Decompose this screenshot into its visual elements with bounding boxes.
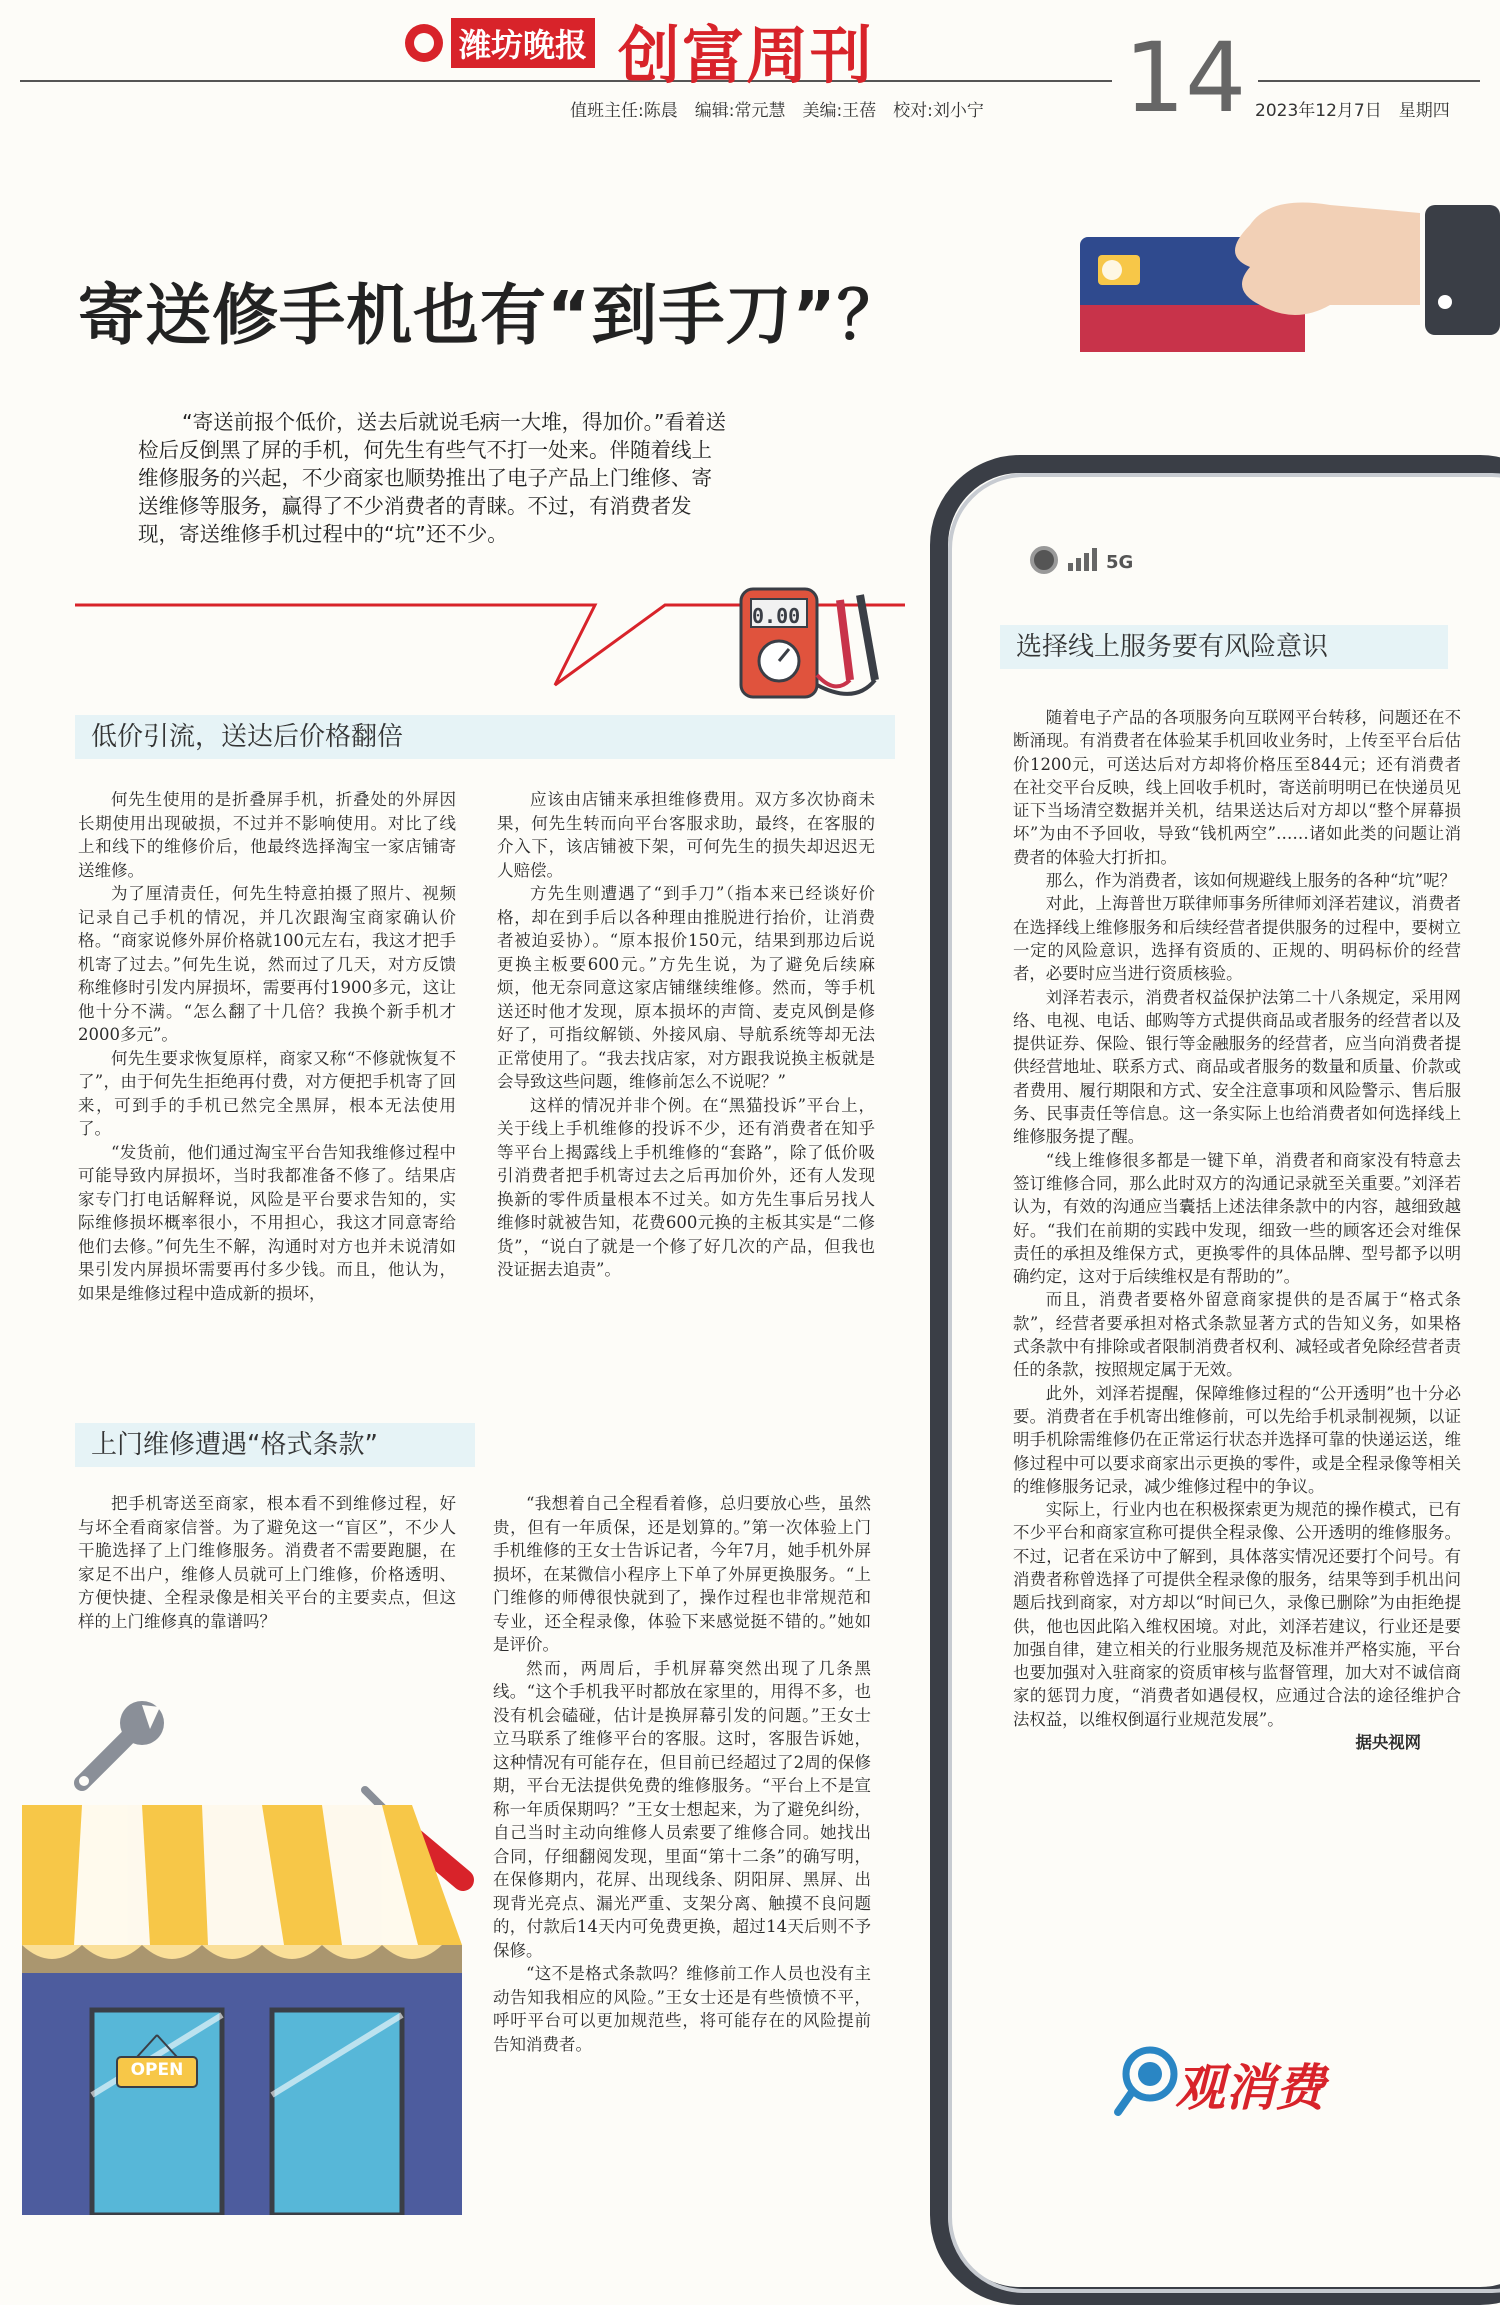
section-low-price-col1 bbox=[78, 788, 456, 1305]
paragraph: 然而，两周后，手机屏幕突然出现了几条黑线。“这个手机我平时都放在家里的，用得不多，也没有机会磕碰，估计是换屏幕引发的问题。”王女士立马联系了维修平台的客服。这时，客服告诉她，这种情况有可能存在，但目前已经超过了2周的保修期，平台无法提供免费的维修服务。“平台上不是宣称一年质保期吗？”王女士想起来，为了避免纠纷，自己当时主动向维修人员索要了维修合同。她找出合同，仔细翻阅发现，里面“第十二条”的确写明，在保修期内，花屏、出现线条、阴阳屏、黑屏、出现背光亮点、漏光严重、支架分离、触摸不良问题的，付款后14天内可免费更换，超过14天后则不予保修。 bbox=[493, 1658, 871, 1960]
section-risk-awareness-col bbox=[1013, 706, 1461, 1754]
credit-card-hand-icon bbox=[1080, 185, 1500, 355]
paragraph: 对此，上海普世万联律师事务所律师刘泽若建议，消费者在选择线上维修服务和后续经营者提供服务的过程中，要树立一定的风险意识，选择有资质的、正规的、明码标价的经营者，必要时应当进行资质核验。 bbox=[1013, 894, 1461, 984]
paper-logo-icon bbox=[405, 24, 443, 62]
paragraph: “线上维修很多都是一键下单，消费者和商家没有特意去签订维修合同，那么此时双方的沟通记录就至关重要。”刘泽若认为，有效的沟通应当囊括上述法律条款中的内容，越细致越好。“我们在前期的实践中发现，细致一些的顾客还会对维保责任的承担及维保方式，更换零件的具体品牌、型号都予以明确约定，这对于后续维权是有帮助的”。 bbox=[1013, 1150, 1461, 1287]
paragraph: 何先生要求恢复原样，商家又称“不修就恢复不了”，由于何先生拒绝再付费，对方便把手机寄了回来，可到手的手机已然完全黑屏，根本无法使用了。 bbox=[78, 1048, 456, 1138]
paragraph: 这样的情况并非个例。在“黑猫投诉”平台上，关于线上手机维修的投诉不少，还有消费者在知乎等平台上揭露线上手机维修的“套路”，除了低价吸引消费者把手机寄过去之后再加价外，还有人发现换新的零件质量根本不过关。如方先生事后另找人维修时就被告知，花费600元换的主板其实是“二修货”，“说白了就是一个修了好几次的产品，但我也没证据去追责”。 bbox=[497, 1095, 875, 1279]
section-door-repair-col1 bbox=[78, 1492, 456, 1633]
paragraph: 实际上，行业内也在积极探索更为规范的操作模式，已有不少平台和商家宣称可提供全程录像、公开透明的维修服务。不过，记者在采访中了解到，具体落实情况还要打个问号。有消费者称曾选择了可提供全程录像的服务，结果等到手机出问题后找到商家，对方却以“时间已久，录像已删除”为由拒绝提供，他也因此陷入维权困境。对此，刘泽若建议，行业还是要加强自律，建立相关的行业服务规范及标准并严格实施，平台也要加强对入驻商家的资质审核与监督管理，加大对不诚信商家的惩罚力度，“消费者如遇侵权，应通过合法的途径维护合法权益，以维权倒逼行业规范发展”。 bbox=[1013, 1500, 1461, 1729]
shop-icon bbox=[22, 1795, 482, 2215]
section-low-price-col2 bbox=[497, 788, 875, 1282]
camera-icon bbox=[1030, 546, 1058, 574]
paragraph: 何先生使用的是折叠屏手机，折叠处的外屏因长期使用出现破损，不过并不影响使用。对比了线上和线下的维修价后，他最终选择淘宝一家店铺寄送维修。 bbox=[78, 790, 456, 880]
issue-date: 2023年12月7日 星期四 bbox=[1255, 101, 1450, 121]
supplement-name: 创富周刊 bbox=[618, 19, 875, 92]
signal-icon bbox=[1068, 548, 1097, 571]
source-credit-text: 据央视网 bbox=[1355, 1733, 1421, 1753]
section-risk-awareness: 选择线上服务要有风险意识 bbox=[1000, 625, 1448, 669]
paragraph: 此外，刘泽若提醒，保障维修过程的“公开透明”也十分必要。消费者在手机寄出维修前，可以先给手机录制视频，以证明手机除需维修仍在正常运行状态并选择可靠的快递运送，维修过程中可以要求商家出示更换的零件，或是全程录像等相关的维修服务记录，减少维修过程中的争议。 bbox=[1013, 1383, 1461, 1496]
paragraph: “这不是格式条款吗？维修前工作人员也没有主动告知我相应的风险。”王女士还是有些愤愤不平，呼吁平台可以更加规范些，将可能存在的风险提前告知消费者。 bbox=[493, 1964, 871, 2054]
paragraph: “发货前，他们通过淘宝平台告知我维修过程中可能导致内屏损坏，当时我都准备不修了。结果店家专门打电话解释说，风险是平台要求告知的，实际维修损坏概率很小，不用担心，我这才同意寄给他们去修。”何先生不解，沟通时对方也并未说清如果引发内屏损坏需要再付多少钱。而且，他认为，如果是维修过程中造成新的损坏， bbox=[78, 1142, 456, 1303]
section-low-price: 低价引流，送达后价格翻倍 bbox=[75, 715, 895, 759]
paragraph: 应该由店铺来承担维修费用。双方多次协商未果，何先生转而向平台客服求助，最终，在客服的介入下，该店铺被下架，可何先生的损失却迟迟无人赔偿。 bbox=[497, 790, 875, 880]
paper-name: 潍坊晚报 bbox=[451, 18, 595, 68]
network-label: 5G bbox=[1106, 552, 1134, 573]
paragraph: 刘泽若表示，消费者权益保护法第二十八条规定，采用网络、电视、电话、邮购等方式提供商品或者服务的经营者以及提供证券、保险、银行等金融服务的经营者，应当向消费者提供经营地址、联系方式、商品或者服务的数量和质量、价款或者费用、履行期限和方式、安全注意事项和风险警示、售后服务、民事责任等信息。这一条实际上也给消费者如何选择线上维修服务提了醒。 bbox=[1013, 987, 1461, 1147]
shop-open-sign: OPEN bbox=[130, 2060, 184, 2080]
wrench-icon bbox=[70, 1695, 180, 1795]
paragraph: 随着电子产品的各项服务向互联网平台转移，问题还在不断涌现。有消费者在体验某手机回收业务时，上传至平台后估价1200元，可送达后对方却将价格压至844元；还有消费者在社交平台反映，线上回收手机时，寄送前明明已在快递员见证下当场清空数据并关机，结果送达后对方却以“整个屏幕损坏”为由不予回收，导致“钱机两空”……诸如此类的问题让消费者的体验大打折扣。 bbox=[1013, 708, 1461, 867]
paper-logo bbox=[405, 18, 595, 68]
source-credit bbox=[1013, 1731, 1461, 1754]
paragraph: 把手机寄送至商家，根本看不到维修过程，好与坏全看商家信誉。为了避免这一“盲区”，不少人干脆选择了上门维修服务。消费者不需要跑腿，在家足不出户，维修人员就可上门维修，价格透明、方便快捷、全程录像是相关平台的主要卖点，但这样的上门维修真的靠谱吗？ bbox=[78, 1494, 456, 1631]
section-door-repair-col2 bbox=[493, 1492, 871, 2056]
staff-line: 值班主任:陈晨 编辑:常元慧 美编:王蓓 校对:刘小宁 bbox=[570, 101, 984, 121]
multimeter-icon bbox=[735, 585, 905, 705]
page-number: 14 bbox=[1112, 30, 1258, 126]
paragraph: 为了厘清责任，何先生特意拍摄了照片、视频记录自己手机的情况，并几次跟淘宝商家确认价格。“商家说修外屏价格就100元左右，我这才把手机寄了过去。”何先生说，然而过了几天，对方反馈称维修时引发内屏损坏，需要再付1900多元，这让他十分不满。“怎么翻了十几倍？我换个新手机才2000多元”。 bbox=[78, 884, 456, 1044]
paragraph: 那么，作为消费者，该如何规避线上服务的各种“坑”呢？ bbox=[1045, 871, 1456, 891]
column-brand: 观消费 bbox=[1175, 2059, 1325, 2117]
article-lead: “寄送前报个低价，送去后就说毛病一大堆，得加价。”看着送检后反倒黑了屏的手机，何先生有些气不打一处来。伴随着线上维修服务的兴起，不少商家也顺势推出了电子产品上门维修、寄送维修等服务，赢得了不少消费者的青睐。不过，有消费者发现，寄送维修手机过程中的“坑”还不少。 bbox=[138, 410, 726, 546]
paragraph: “我想着自己全程看着修，总归要放心些，虽然贵，但有一年质保，还是划算的。”第一次体验上门手机维修的王女士告诉记者，今年7月，她手机外屏损坏，在某微信小程序上下单了外屏更换服务。“上门维修的师傅很快就到了，操作过程也非常规范和专业，还全程录像，体验下来感觉挺不错的。”她如是评价。 bbox=[493, 1494, 871, 1654]
paragraph: 而且，消费者要格外留意商家提供的是否属于“格式条款”，经营者要承担对格式条款显著方式的告知义务，如果格式条款中有排除或者限制消费者权利、减轻或者免除经营者责任的条款，按照规定属于无效。 bbox=[1013, 1290, 1461, 1380]
article-headline: 寄送修手机也有“到手刀”？ bbox=[78, 277, 904, 354]
paragraph: 方先生则遭遇了“到手刀”（指本来已经谈好价格，却在到手后以各种理由推脱进行抬价，让消费者被迫妥协）。“原本报价150元，结果到那边后说更换主板要600元。”方先生说，为了避免后续麻烦，他无奈同意这家店铺继续维修。然而，等手机送还时他才发现，原本损坏的声筒、麦克风倒是修好了，可指纹解锁、外接风扇、导航系统等却无法正常使用了。“我去找店家，对方跟我说换主板就是会导致这些问题，维修前怎么不说呢？” bbox=[497, 884, 875, 1091]
multimeter-display: 0.00 bbox=[752, 604, 801, 628]
section-door-repair: 上门维修遭遇“格式条款” bbox=[75, 1423, 475, 1467]
